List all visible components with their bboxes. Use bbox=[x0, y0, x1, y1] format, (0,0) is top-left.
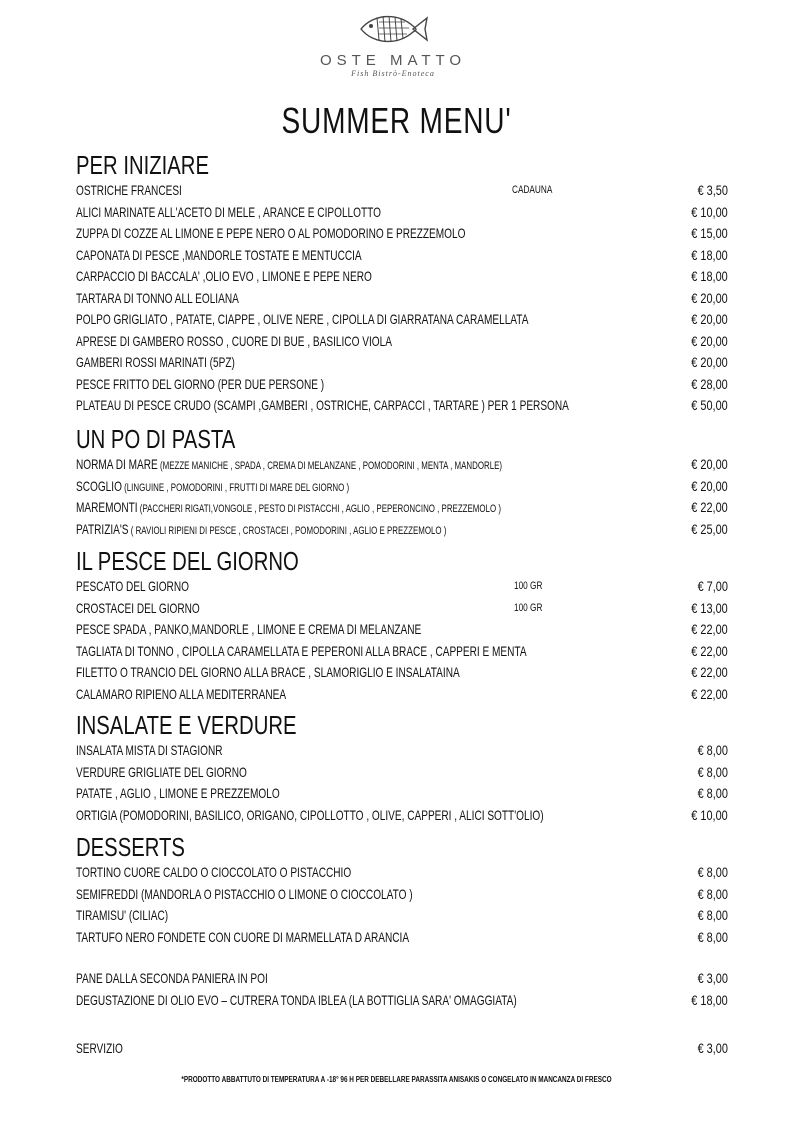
item-price: € 18,00 bbox=[691, 991, 728, 1008]
menu-item bbox=[76, 968, 728, 990]
restaurant-logo bbox=[318, 8, 468, 98]
menu-item bbox=[76, 519, 728, 541]
item-name-text: PANE DALLA SECONDA PANIERA IN POI bbox=[76, 970, 268, 986]
section-heading: DESSERTS bbox=[76, 832, 185, 862]
item-name-text: PATRIZIA'S bbox=[76, 520, 129, 537]
menu-item bbox=[76, 223, 728, 245]
section-heading: INSALATE E VERDURE bbox=[76, 710, 297, 740]
item-name-text: SCOGLIO bbox=[76, 477, 122, 494]
item-name bbox=[76, 662, 460, 684]
item-name-text: ALICI MARINATE ALL'ACETO DI MELE , ARANCE E CIPOLLOTTO bbox=[76, 203, 381, 220]
item-name bbox=[76, 740, 223, 762]
menu-item bbox=[76, 762, 728, 784]
item-name bbox=[76, 762, 247, 784]
item-name bbox=[76, 288, 239, 310]
item-name-text: OSTRICHE FRANCESI bbox=[76, 182, 182, 198]
menu-section bbox=[76, 424, 728, 540]
item-price: € 8,00 bbox=[697, 907, 728, 923]
item-price: € 20,00 bbox=[691, 354, 728, 370]
item-name-text: TORTINO CUORE CALDO O CIOCCOLATO O PISTACCHIO bbox=[76, 864, 352, 880]
item-name-text: MAREMONTI bbox=[76, 499, 138, 515]
menu-item bbox=[76, 180, 728, 202]
item-name bbox=[76, 476, 349, 500]
menu-item bbox=[76, 990, 728, 1012]
item-price: € 22,00 bbox=[691, 499, 728, 515]
menu-item bbox=[76, 862, 728, 884]
menu-item bbox=[76, 476, 728, 498]
item-price: € 3,50 bbox=[697, 182, 728, 198]
item-price: € 3,00 bbox=[697, 1040, 728, 1056]
item-name bbox=[76, 331, 392, 353]
item-price: € 8,00 bbox=[697, 928, 728, 945]
item-price: € 20,00 bbox=[691, 456, 728, 472]
item-name bbox=[76, 1038, 123, 1060]
item-name-text: TARTARA DI TONNO ALL EOLIANA bbox=[76, 289, 239, 306]
menu-item bbox=[76, 598, 728, 620]
item-name-text: ORTIGIA (POMODORINI, BASILICO, ORIGANO, CIPOLLOTTO , OLIVE, CAPPERI , ALICI SOTT'OLIO) bbox=[76, 806, 544, 823]
item-name-text: DEGUSTAZIONE DI OLIO EVO – CUTRERA TONDA IBLEA (LA BOTTIGLIA SARA' OMAGGIATA) bbox=[76, 991, 517, 1008]
item-price: € 3,00 bbox=[697, 970, 728, 986]
item-name bbox=[76, 309, 528, 331]
menu-item bbox=[76, 331, 728, 353]
item-description: (MEZZE MANICHE , SPADA , CREMA DI MELANZANE , POMODORINI , MENTA , MANDORLE) bbox=[157, 460, 503, 472]
footnote: *PRODOTTO ABBATTUTO DI TEMPERATURA A -18° 96 H PER DEBELLARE PARASSITA ANISAKIS O CONGELATO IN MANCANZA DI FRESCO bbox=[181, 1075, 612, 1084]
menu-item bbox=[76, 374, 728, 396]
section-heading: PER INIZIARE bbox=[76, 150, 209, 180]
item-price: € 20,00 bbox=[691, 332, 728, 349]
item-name-text: PESCATO DEL GIORNO bbox=[76, 578, 189, 594]
item-name bbox=[76, 576, 189, 598]
item-price: € 8,00 bbox=[697, 785, 728, 801]
item-price: € 25,00 bbox=[691, 520, 728, 537]
menu-section bbox=[76, 710, 728, 826]
item-description: (PACCHERI RIGATI,VONGOLE , PESTO DI PISTACCHI , AGLIO , PEPERONCINO , PREZZEMOLO ) bbox=[137, 503, 501, 515]
item-price: € 10,00 bbox=[691, 203, 728, 220]
item-name bbox=[76, 497, 501, 521]
item-price: € 15,00 bbox=[691, 225, 728, 241]
item-name bbox=[76, 519, 446, 543]
item-name bbox=[76, 180, 182, 202]
menu-item bbox=[76, 884, 728, 906]
item-price: € 50,00 bbox=[691, 397, 728, 413]
item-price: € 22,00 bbox=[691, 621, 728, 637]
item-name-text: FILETTO O TRANCIO DEL GIORNO ALLA BRACE , SLAMORIGLIO E INSALATAINA bbox=[76, 664, 460, 680]
item-name bbox=[76, 641, 527, 663]
menu-item bbox=[76, 783, 728, 805]
item-name-text: SERVIZIO bbox=[76, 1040, 123, 1056]
item-price: € 8,00 bbox=[697, 864, 728, 880]
item-price: € 7,00 bbox=[697, 578, 728, 594]
item-unit: CADAUNA bbox=[512, 184, 553, 196]
item-name-text: CAPONATA DI PESCE ,MANDORLE TOSTATE E MENTUCCIA bbox=[76, 246, 362, 263]
item-price: € 13,00 bbox=[691, 599, 728, 616]
item-price: € 8,00 bbox=[697, 763, 728, 780]
item-name bbox=[76, 374, 324, 396]
menu-item bbox=[76, 684, 728, 706]
item-name bbox=[76, 783, 280, 805]
menu-title: SUMMER MENU' bbox=[281, 100, 512, 141]
item-name-text: POLPO GRIGLIATO , PATATE, CIAPPE , OLIVE NERE , CIPOLLA DI GIARRATANA CARAMELLATA bbox=[76, 311, 529, 327]
menu-item bbox=[76, 927, 728, 949]
item-name bbox=[76, 684, 286, 706]
item-name bbox=[76, 905, 168, 927]
item-name-text: INSALATA MISTA DI STAGIONR bbox=[76, 742, 223, 758]
item-description: (LINGUINE , POMODORINI , FRUTTI DI MARE DEL GIORNO ) bbox=[121, 481, 350, 494]
menu-item bbox=[76, 662, 728, 684]
menu-section bbox=[76, 968, 728, 1011]
item-price: € 18,00 bbox=[691, 268, 728, 284]
item-name-text: VERDURE GRIGLIATE DEL GIORNO bbox=[76, 763, 247, 780]
menu-item bbox=[76, 497, 728, 519]
item-name-text: TARTUFO NERO FONDETE CON CUORE DI MARMELLATA D ARANCIA bbox=[76, 928, 410, 945]
item-price: € 22,00 bbox=[691, 685, 728, 702]
item-name bbox=[76, 395, 569, 417]
menu-item bbox=[76, 905, 728, 927]
item-description: ( RAVIOLI RIPIENI DI PESCE , CROSTACEI , POMODORINI , AGLIO E PREZZEMOLO ) bbox=[128, 524, 447, 537]
item-name bbox=[76, 223, 465, 245]
item-name-text: PLATEAU DI PESCE CRUDO (SCAMPI ,GAMBERI , OSTRICHE, CARPACCI , TARTARE ) PER 1 PERSONA bbox=[76, 397, 569, 413]
item-name bbox=[76, 352, 235, 374]
item-name-text: GAMBERI ROSSI MARINATI (5PZ) bbox=[76, 354, 235, 370]
item-name-text: CALAMARO RIPIENO ALLA MEDITERRANEA bbox=[76, 685, 287, 702]
menu-section bbox=[76, 1038, 728, 1060]
section-heading: UN PO DI PASTA bbox=[76, 424, 236, 454]
item-price: € 18,00 bbox=[691, 246, 728, 263]
item-name bbox=[76, 927, 409, 949]
menu-item bbox=[76, 576, 728, 598]
item-name-text: TAGLIATA DI TONNO , CIPOLLA CARAMELLATA E PEPERONI ALLA BRACE , CAPPERI E MENTA bbox=[76, 642, 527, 659]
item-name-text: CROSTACEI DEL GIORNO bbox=[76, 599, 200, 616]
item-name-text: PESCE SPADA , PANKO,MANDORLE , LIMONE E CREMA DI MELANZANE bbox=[76, 621, 422, 637]
item-price: € 22,00 bbox=[691, 664, 728, 680]
item-name bbox=[76, 805, 544, 827]
item-name-text: PESCE FRITTO DEL GIORNO (PER DUE PERSONE ) bbox=[76, 375, 325, 392]
menu-section bbox=[76, 546, 728, 705]
menu-item bbox=[76, 288, 728, 310]
item-name bbox=[76, 862, 351, 884]
menu-item bbox=[76, 352, 728, 374]
item-name-text: SEMIFREDDI (MANDORLA O PISTACCHIO O LIMONE O CIOCCOLATO ) bbox=[76, 885, 413, 902]
item-name bbox=[76, 266, 372, 288]
item-price: € 22,00 bbox=[691, 642, 728, 659]
menu-section bbox=[76, 150, 728, 417]
menu-item bbox=[76, 202, 728, 224]
menu-item bbox=[76, 740, 728, 762]
item-name bbox=[76, 454, 502, 478]
item-name bbox=[76, 968, 268, 990]
item-name bbox=[76, 619, 421, 641]
item-name-text: PATATE , AGLIO , LIMONE E PREZZEMOLO bbox=[76, 785, 280, 801]
item-price: € 20,00 bbox=[691, 311, 728, 327]
brand-tagline: Fish Bistrò-Enoteca bbox=[351, 69, 435, 78]
item-name bbox=[76, 202, 381, 224]
item-name-text: CARPACCIO DI BACCALA' ,OLIO EVO , LIMONE E PEPE NERO bbox=[76, 268, 372, 284]
menu-item bbox=[76, 1038, 728, 1060]
menu-section bbox=[76, 832, 728, 948]
item-name-text: APRESE DI GAMBERO ROSSO , CUORE DI BUE , BASILICO VIOLA bbox=[76, 332, 392, 349]
menu-item bbox=[76, 454, 728, 476]
menu-item bbox=[76, 309, 728, 331]
item-price: € 8,00 bbox=[697, 742, 728, 758]
item-name-text: ZUPPA DI COZZE AL LIMONE E PEPE NERO O AL POMODORINO E PREZZEMOLO bbox=[76, 225, 466, 241]
menu-item bbox=[76, 245, 728, 267]
item-price: € 28,00 bbox=[691, 375, 728, 392]
fish-icon bbox=[355, 8, 431, 50]
menu-item bbox=[76, 619, 728, 641]
menu-item bbox=[76, 805, 728, 827]
item-name bbox=[76, 245, 362, 267]
item-price: € 10,00 bbox=[691, 806, 728, 823]
section-heading: IL PESCE DEL GIORNO bbox=[76, 546, 299, 576]
item-name bbox=[76, 990, 517, 1012]
item-name bbox=[76, 884, 413, 906]
item-price: € 20,00 bbox=[691, 289, 728, 306]
item-unit: 100 GR bbox=[514, 601, 543, 614]
item-name bbox=[76, 598, 200, 620]
item-unit: 100 GR bbox=[514, 580, 543, 592]
item-price: € 8,00 bbox=[697, 885, 728, 902]
item-price: € 20,00 bbox=[691, 477, 728, 494]
item-name-text: NORMA DI MARE bbox=[76, 456, 158, 472]
menu-item bbox=[76, 266, 728, 288]
brand-name: OSTE MATTO bbox=[319, 52, 467, 69]
menu-item bbox=[76, 395, 728, 417]
menu-item bbox=[76, 641, 728, 663]
item-name-text: TIRAMISU' (CILIAC) bbox=[76, 907, 169, 923]
